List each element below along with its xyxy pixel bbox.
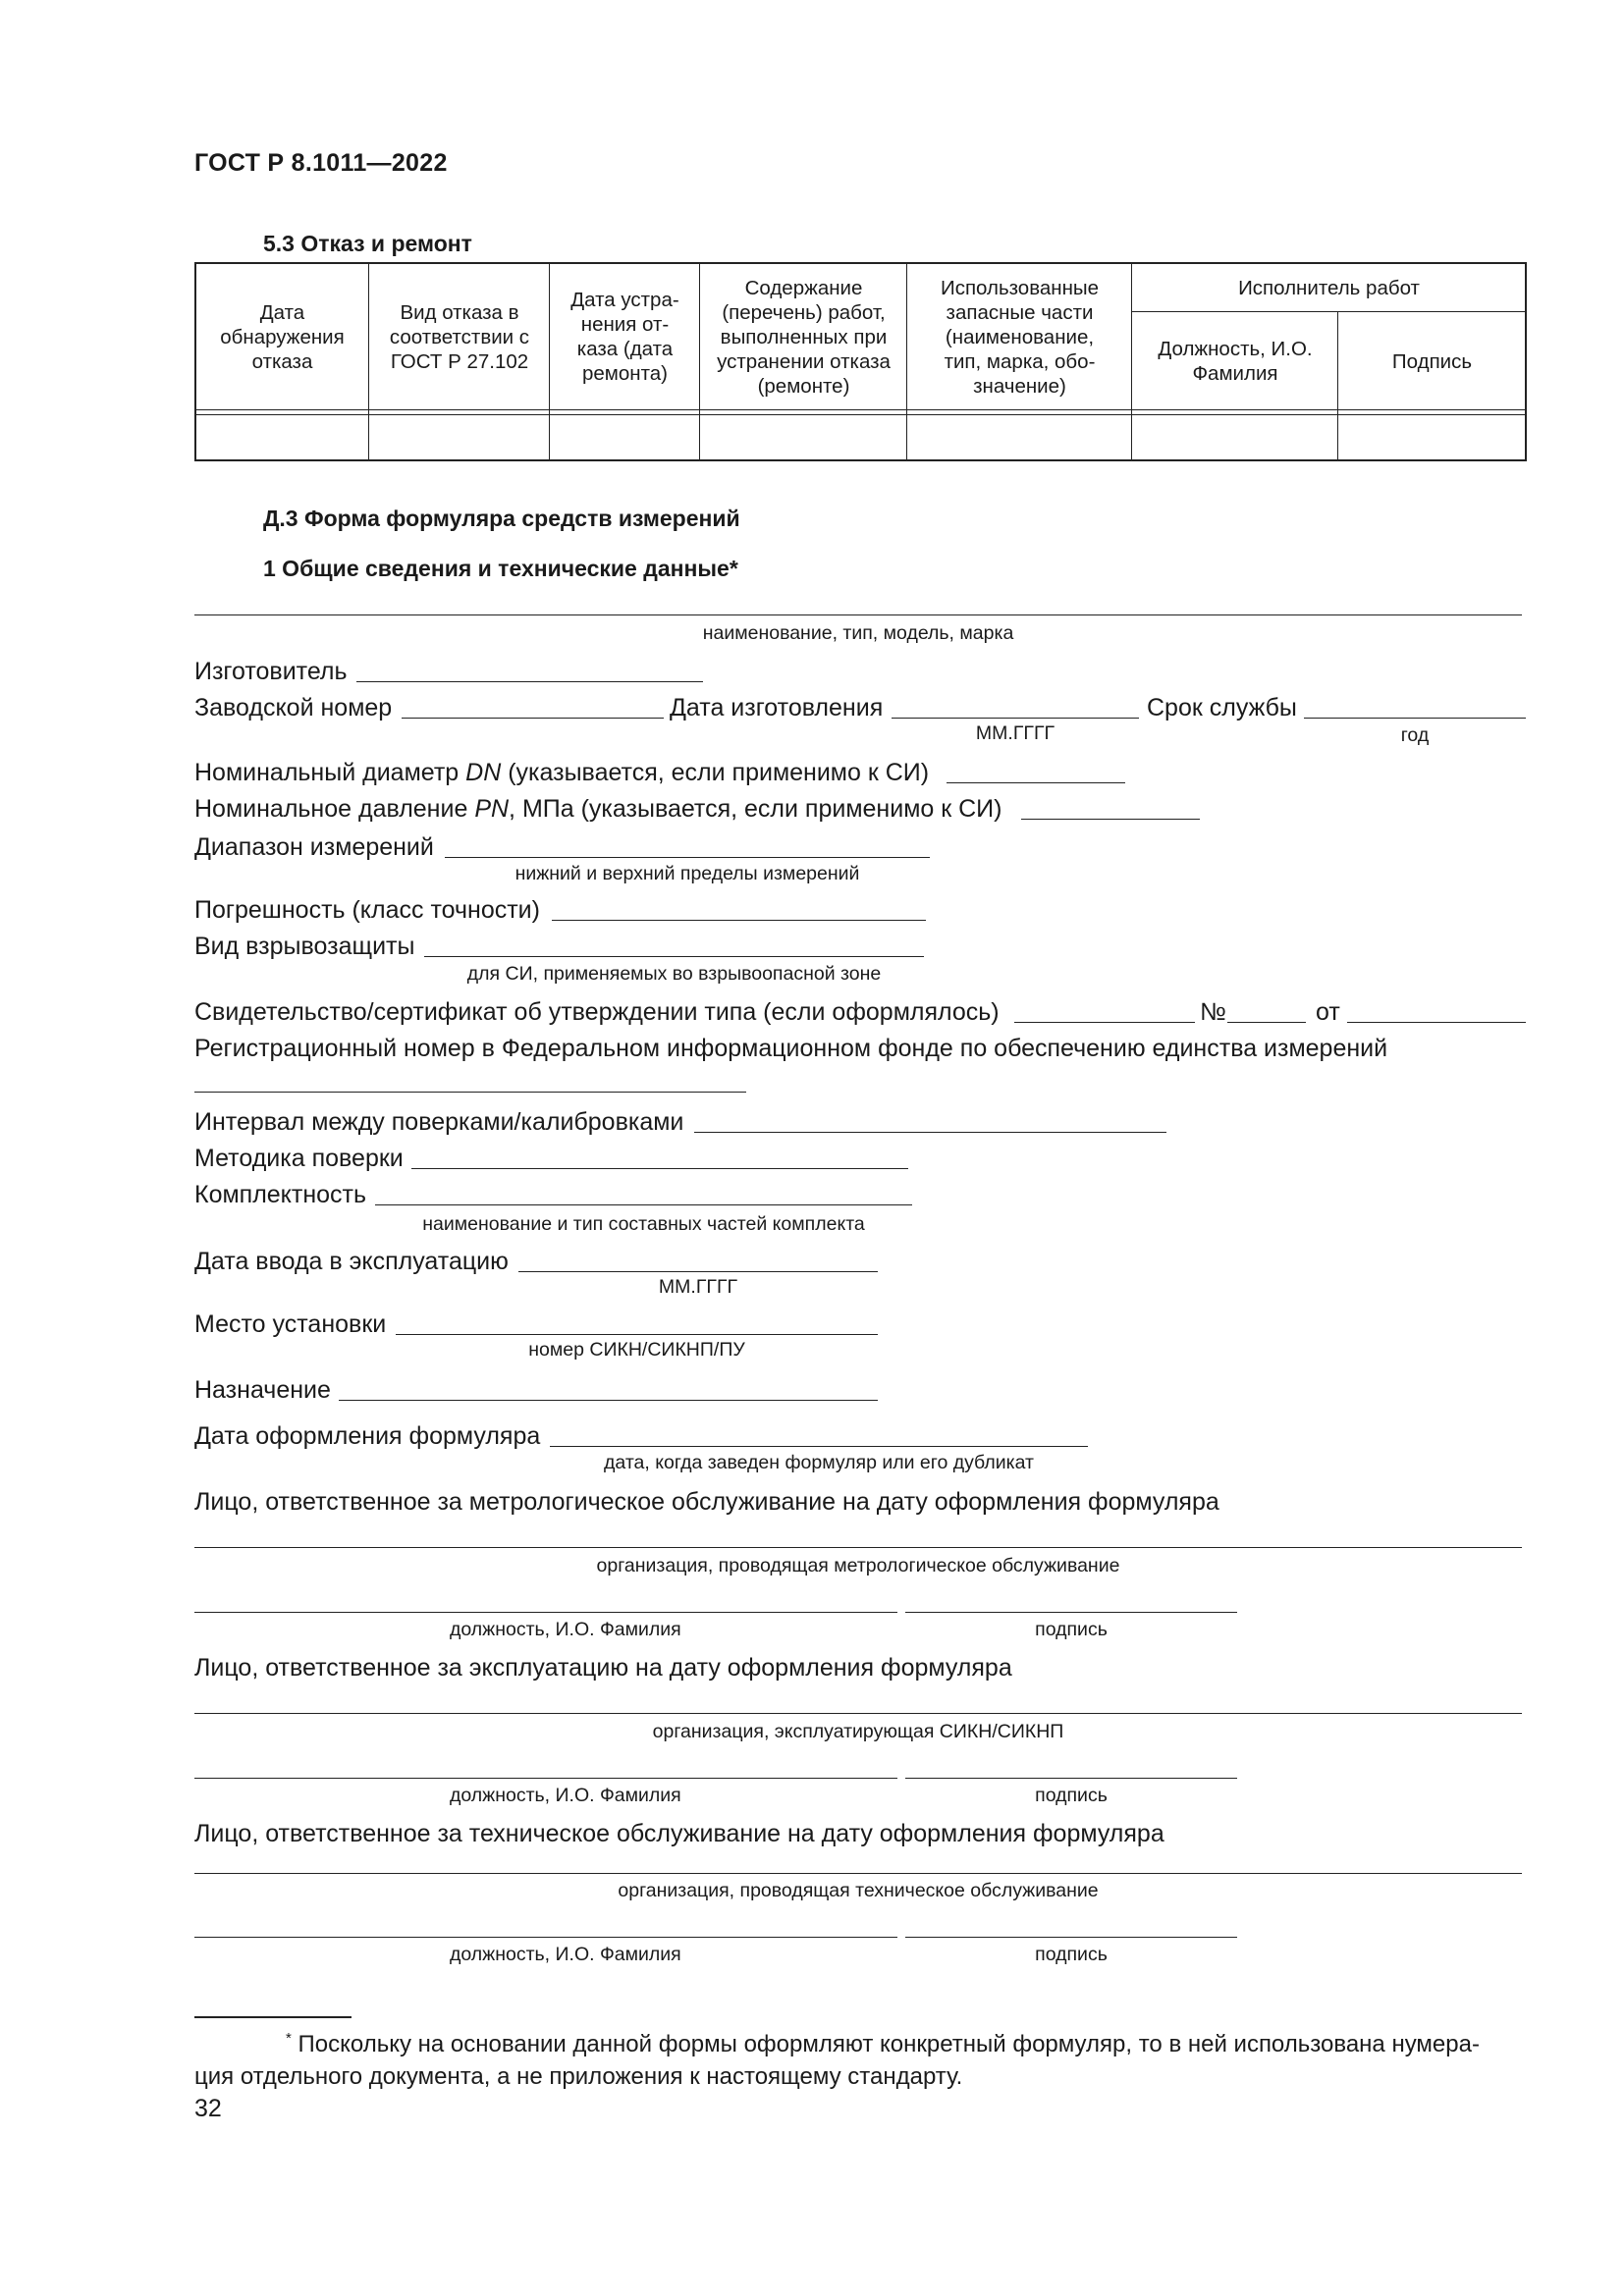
manufacturer-label: Изготовитель — [194, 658, 348, 685]
col-header-position-name: Должность, И.О. Фамилия — [1158, 338, 1313, 385]
completeness-label: Комплектность — [194, 1181, 367, 1208]
accuracy-field[interactable] — [552, 920, 926, 921]
resp-maintenance-label: Лицо, ответственное за техническое обслуживание на дату оформления формуляра — [194, 1820, 1164, 1847]
form-date-caption: дата, когда заведен формуляр или его дубликат — [604, 1452, 1034, 1473]
manufacturer-field[interactable] — [356, 681, 703, 682]
table-group-divider — [1131, 311, 1527, 312]
col-divider — [1131, 262, 1132, 461]
col-header-executor: Исполнитель работ — [1238, 276, 1420, 299]
resp-operation-signature-caption: подпись — [1035, 1785, 1108, 1806]
registration-field[interactable] — [194, 1092, 746, 1093]
certificate-from-label: от — [1316, 998, 1340, 1026]
resp-maintenance-position-field[interactable] — [194, 1937, 897, 1938]
section-5-3-title: 5.3 Отказ и ремонт — [263, 231, 472, 256]
document-code: ГОСТ Р 8.1011—2022 — [194, 149, 448, 177]
verification-method-label: Методика поверки — [194, 1145, 404, 1172]
form-date-field[interactable] — [550, 1446, 1088, 1447]
resp-operation-org-field[interactable] — [194, 1713, 1522, 1714]
certificate-date-field[interactable] — [1347, 1022, 1526, 1023]
resp-metrology-signature-field[interactable] — [905, 1612, 1237, 1613]
certificate-label: Свидетельство/сертификат об утверждении типа (если оформлялось) — [194, 998, 1000, 1026]
resp-metrology-signature-caption: подпись — [1035, 1619, 1108, 1640]
appendix-subtitle: 1 Общие сведения и технические данные* — [263, 556, 738, 581]
verification-interval-label: Интервал между поверками/калибровками — [194, 1108, 684, 1136]
manufacture-date-caption: ММ.ГГГГ — [975, 722, 1056, 744]
resp-operation-org-caption: организация, эксплуатирующая СИКН/СИКНП — [652, 1721, 1064, 1742]
explosion-protection-caption: для СИ, применяемых во взрывоопасной зоне — [466, 963, 882, 985]
verification-method-field[interactable] — [411, 1168, 908, 1169]
col-header-spare-parts: Использованные запасные части (наименование, тип, марка, обо-значение) — [940, 276, 1100, 398]
explosion-protection-field[interactable] — [424, 956, 924, 957]
manufacture-date-field[interactable] — [892, 718, 1139, 719]
resp-maintenance-signature-field[interactable] — [905, 1937, 1237, 1938]
nominal-diameter-field[interactable] — [947, 782, 1125, 783]
nominal-pressure-label: Номинальное давление PN, МПа (указывается, если применимо к СИ) — [194, 795, 1002, 823]
resp-metrology-org-caption: организация, проводящая метрологическое обслуживание — [596, 1555, 1120, 1576]
completeness-caption: наименование и тип составных частей комплекта — [422, 1213, 865, 1235]
install-place-caption: номер СИКН/СИКНП/ПУ — [528, 1339, 745, 1361]
footnote-line-2: ция отдельного документа, а не приложения к настоящему стандарту. — [194, 2063, 963, 2090]
purpose-field[interactable] — [339, 1400, 878, 1401]
commissioning-date-field[interactable] — [518, 1271, 878, 1272]
certificate-number-field[interactable] — [1227, 1022, 1306, 1023]
nominal-diameter-label: Номинальный диаметр DN (указывается, если применимо к СИ) — [194, 759, 930, 786]
manufacture-date-label: Дата изготовления — [670, 694, 884, 721]
resp-maintenance-position-caption: должность, И.О. Фамилия — [450, 1944, 681, 1965]
form-date-label: Дата оформления формуляра — [194, 1422, 541, 1450]
serial-number-label: Заводской номер — [194, 694, 393, 721]
resp-metrology-position-caption: должность, И.О. Фамилия — [450, 1619, 681, 1640]
col-header-elimination-date: Дата устра-нения от-каза (дата ремонта) — [570, 289, 679, 385]
resp-operation-label: Лицо, ответственное за эксплуатацию на дату оформления формуляра — [194, 1654, 1012, 1682]
measurement-range-caption: нижний и верхний пределы измерений — [514, 863, 860, 884]
resp-maintenance-org-field[interactable] — [194, 1873, 1522, 1874]
footnote — [194, 2022, 1530, 2093]
footnote-line-1: * Поскольку на основании данной формы оформляют конкретный формуляр, то в ней использована нумера- — [286, 2030, 1480, 2057]
registration-label: Регистрационный номер в Федеральном информационном фонде по обеспечению единства измерений — [194, 1035, 1388, 1062]
commissioning-date-caption: ММ.ГГГГ — [658, 1276, 738, 1298]
table-header-divider — [194, 409, 1527, 410]
resp-metrology-position-field[interactable] — [194, 1612, 897, 1613]
completeness-field[interactable] — [375, 1204, 912, 1205]
serial-number-field[interactable] — [402, 718, 664, 719]
verification-interval-field[interactable] — [694, 1132, 1166, 1133]
measurement-range-label: Диапазон измерений — [194, 833, 434, 861]
install-place-label: Место установки — [194, 1310, 387, 1338]
name-field-caption: наименование, тип, модель, марка — [702, 622, 1014, 644]
page-number: 32 — [194, 2095, 222, 2122]
name-field-line[interactable] — [194, 614, 1522, 615]
resp-operation-position-caption: должность, И.О. Фамилия — [450, 1785, 681, 1806]
service-life-field[interactable] — [1304, 718, 1526, 719]
commissioning-date-label: Дата ввода в эксплуатацию — [194, 1248, 509, 1275]
col-header-work-content: Содержание (перечень) работ, выполненных при устранении отказа (ремонте) — [717, 276, 891, 398]
purpose-label: Назначение — [194, 1376, 331, 1404]
col-header-signature: Подпись — [1391, 349, 1473, 373]
nominal-pressure-field[interactable] — [1021, 819, 1200, 820]
col-header-detection-date: Дата обнаружения отказа — [220, 300, 345, 373]
resp-maintenance-org-caption: организация, проводящая техническое обслуживание — [618, 1880, 1099, 1901]
certificate-field[interactable] — [1014, 1022, 1195, 1023]
resp-metrology-org-field[interactable] — [194, 1547, 1522, 1548]
footnote-rule — [194, 2016, 352, 2018]
col-divider — [368, 262, 369, 461]
resp-metrology-label: Лицо, ответственное за метрологическое обслуживание на дату оформления формуляра — [194, 1488, 1219, 1516]
resp-operation-position-field[interactable] — [194, 1778, 897, 1779]
col-divider — [549, 262, 550, 461]
service-life-caption: год — [1400, 724, 1430, 746]
col-divider — [699, 262, 700, 461]
appendix-title: Д.3 Форма формуляра средств измерений — [263, 506, 740, 531]
explosion-protection-label: Вид взрывозащиты — [194, 933, 415, 960]
resp-operation-signature-field[interactable] — [905, 1778, 1237, 1779]
accuracy-label: Погрешность (класс точности) — [194, 896, 540, 924]
measurement-range-field[interactable] — [445, 857, 930, 858]
resp-maintenance-signature-caption: подпись — [1035, 1944, 1108, 1965]
table-header-divider-2 — [194, 414, 1527, 415]
install-place-field[interactable] — [396, 1334, 878, 1335]
col-header-failure-type: Вид отказа в соответствии с ГОСТ Р 27.102 — [389, 300, 530, 373]
service-life-label: Срок службы — [1147, 694, 1297, 721]
certificate-number-sign: № — [1200, 998, 1226, 1026]
col-divider — [906, 262, 907, 461]
col-divider — [1337, 311, 1338, 461]
